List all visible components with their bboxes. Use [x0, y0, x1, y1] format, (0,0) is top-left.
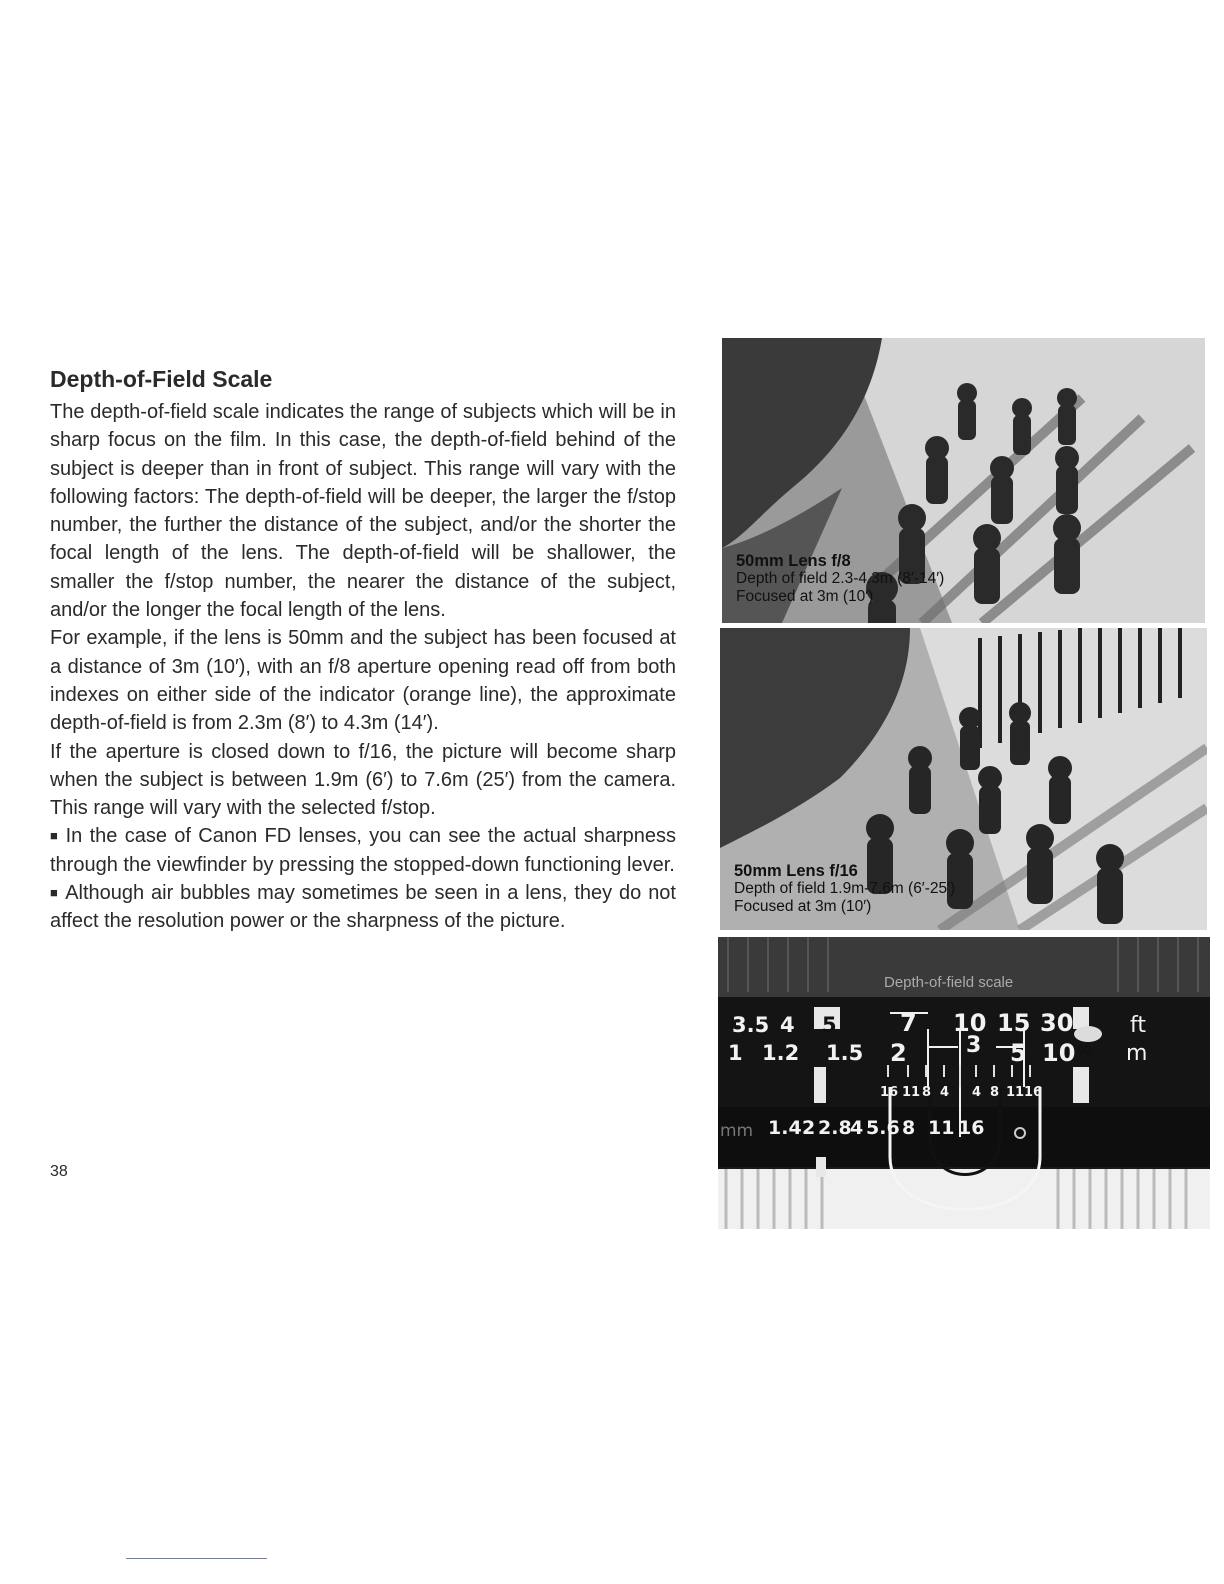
dof-index-value: 16	[1024, 1085, 1043, 1100]
paragraph-aperture: If the aperture is closed down to f/16, the picture will become sharp when the subject is between 1.9m (6′) to 7.6m (25′) from the camera. This range will vary with the selected f/stop.	[50, 740, 676, 820]
caption-depth: Depth of field 1.9m-7.6m (6′-25′)	[734, 880, 956, 897]
meter-scale-value: 5	[1010, 1039, 1027, 1067]
aperture-value: 8	[902, 1117, 916, 1139]
caption-depth: Depth of field 2.3-4.3m (8′-14′)	[736, 570, 945, 587]
bullet-item	[50, 879, 676, 936]
aperture-value: 2.8	[818, 1117, 852, 1139]
aperture-value: 11	[928, 1117, 955, 1139]
body-text	[50, 398, 676, 936]
feet-scale-value: 10	[953, 1009, 987, 1037]
meter-scale-value: 2	[890, 1039, 907, 1067]
page-number: 38	[50, 1163, 68, 1180]
aperture-value: 4	[850, 1117, 864, 1139]
feet-scale-value: 30	[1040, 1009, 1074, 1037]
dof-index-value: 8	[990, 1085, 1000, 1100]
dof-index-value: 11	[902, 1085, 921, 1100]
caption-focus: Focused at 3m (10′)	[736, 588, 874, 605]
aperture-value: 1.4	[768, 1117, 802, 1139]
feet-scale-value: 15	[997, 1009, 1031, 1037]
meter-scale-value: 1	[728, 1041, 743, 1065]
dof-index-value: 16	[880, 1085, 899, 1100]
aperture-prefix: mm	[720, 1121, 754, 1141]
meter-scale-value: 1.2	[762, 1041, 800, 1065]
aperture-value: 2	[802, 1117, 816, 1139]
feet-scale-value: 3.5	[732, 1013, 770, 1037]
photo-f16	[720, 628, 1207, 930]
caption-lens: 50mm Lens f/16	[734, 862, 858, 880]
bullet-text: In the case of Canon FD lenses, you can see the actual sharpness through the viewfinder by pressing the stopped-down functioning lever.	[50, 825, 676, 876]
aperture-value: 5.6	[866, 1117, 900, 1139]
paragraph-example: For example, if the lens is 50mm and the subject has been focused at a distance of 3m (10′), with an f/8 aperture opening read off from both indexes on either side of the indicator (orange line), the approximate depth-of-field is from 2.3m (8′) to 4.3m (14′).	[50, 627, 676, 735]
caption-focus: Focused at 3m (10′)	[734, 898, 872, 915]
photo-caption	[736, 552, 944, 606]
infinity-icon: ∞	[1075, 1037, 1094, 1062]
depth-of-field-scale-label: Depth-of-field scale	[884, 974, 1014, 991]
dof-index-value: 4	[940, 1085, 950, 1100]
meter-scale-value: 3	[966, 1033, 982, 1058]
bullet-text: Although air bubbles may sometimes be seen in a lens, they do not affect the resolution power or the sharpness of the picture.	[50, 882, 676, 933]
page-title: Depth-of-Field Scale	[50, 366, 273, 392]
lens-scale-photo	[718, 937, 1210, 1229]
meter-unit: m	[1126, 1041, 1148, 1066]
feet-unit: ft	[1130, 1013, 1146, 1038]
feet-scale-value: 7	[900, 1009, 917, 1037]
bullet-icon: ■	[50, 885, 60, 901]
feet-scale-value: 5	[822, 1013, 837, 1037]
meter-scale-value: 1.5	[826, 1041, 864, 1065]
feet-scale-value: 4	[780, 1013, 795, 1037]
bullet-item	[50, 822, 676, 879]
dof-index-value: 11	[1006, 1085, 1025, 1100]
photo-f8	[722, 338, 1205, 623]
paragraph-intro: The depth-of-field scale indicates the range of subjects which will be in sharp focus on the film. In this case, the depth-of-field behind of the subject is deeper than in front of subject. This range will vary with the following factors: The depth-of-field will be deeper, the larger the f/stop number, the further the distance of the subject, and/or the shorter the focal length of the lens. The depth-of-field will be shallower, the smaller the f/stop number, the nearer the distance of the subject, and/or the longer the focal length of the lens.	[50, 401, 676, 622]
aperture-value: 16	[958, 1117, 985, 1139]
photo-caption	[734, 862, 955, 916]
caption-lens: 50mm Lens f/8	[736, 552, 851, 570]
footer-rule	[126, 1558, 267, 1559]
dof-index-value: 4	[972, 1085, 982, 1100]
bullet-icon: ■	[50, 828, 60, 844]
dof-index-value: 8	[922, 1085, 932, 1100]
meter-scale-value: 10	[1042, 1039, 1076, 1067]
